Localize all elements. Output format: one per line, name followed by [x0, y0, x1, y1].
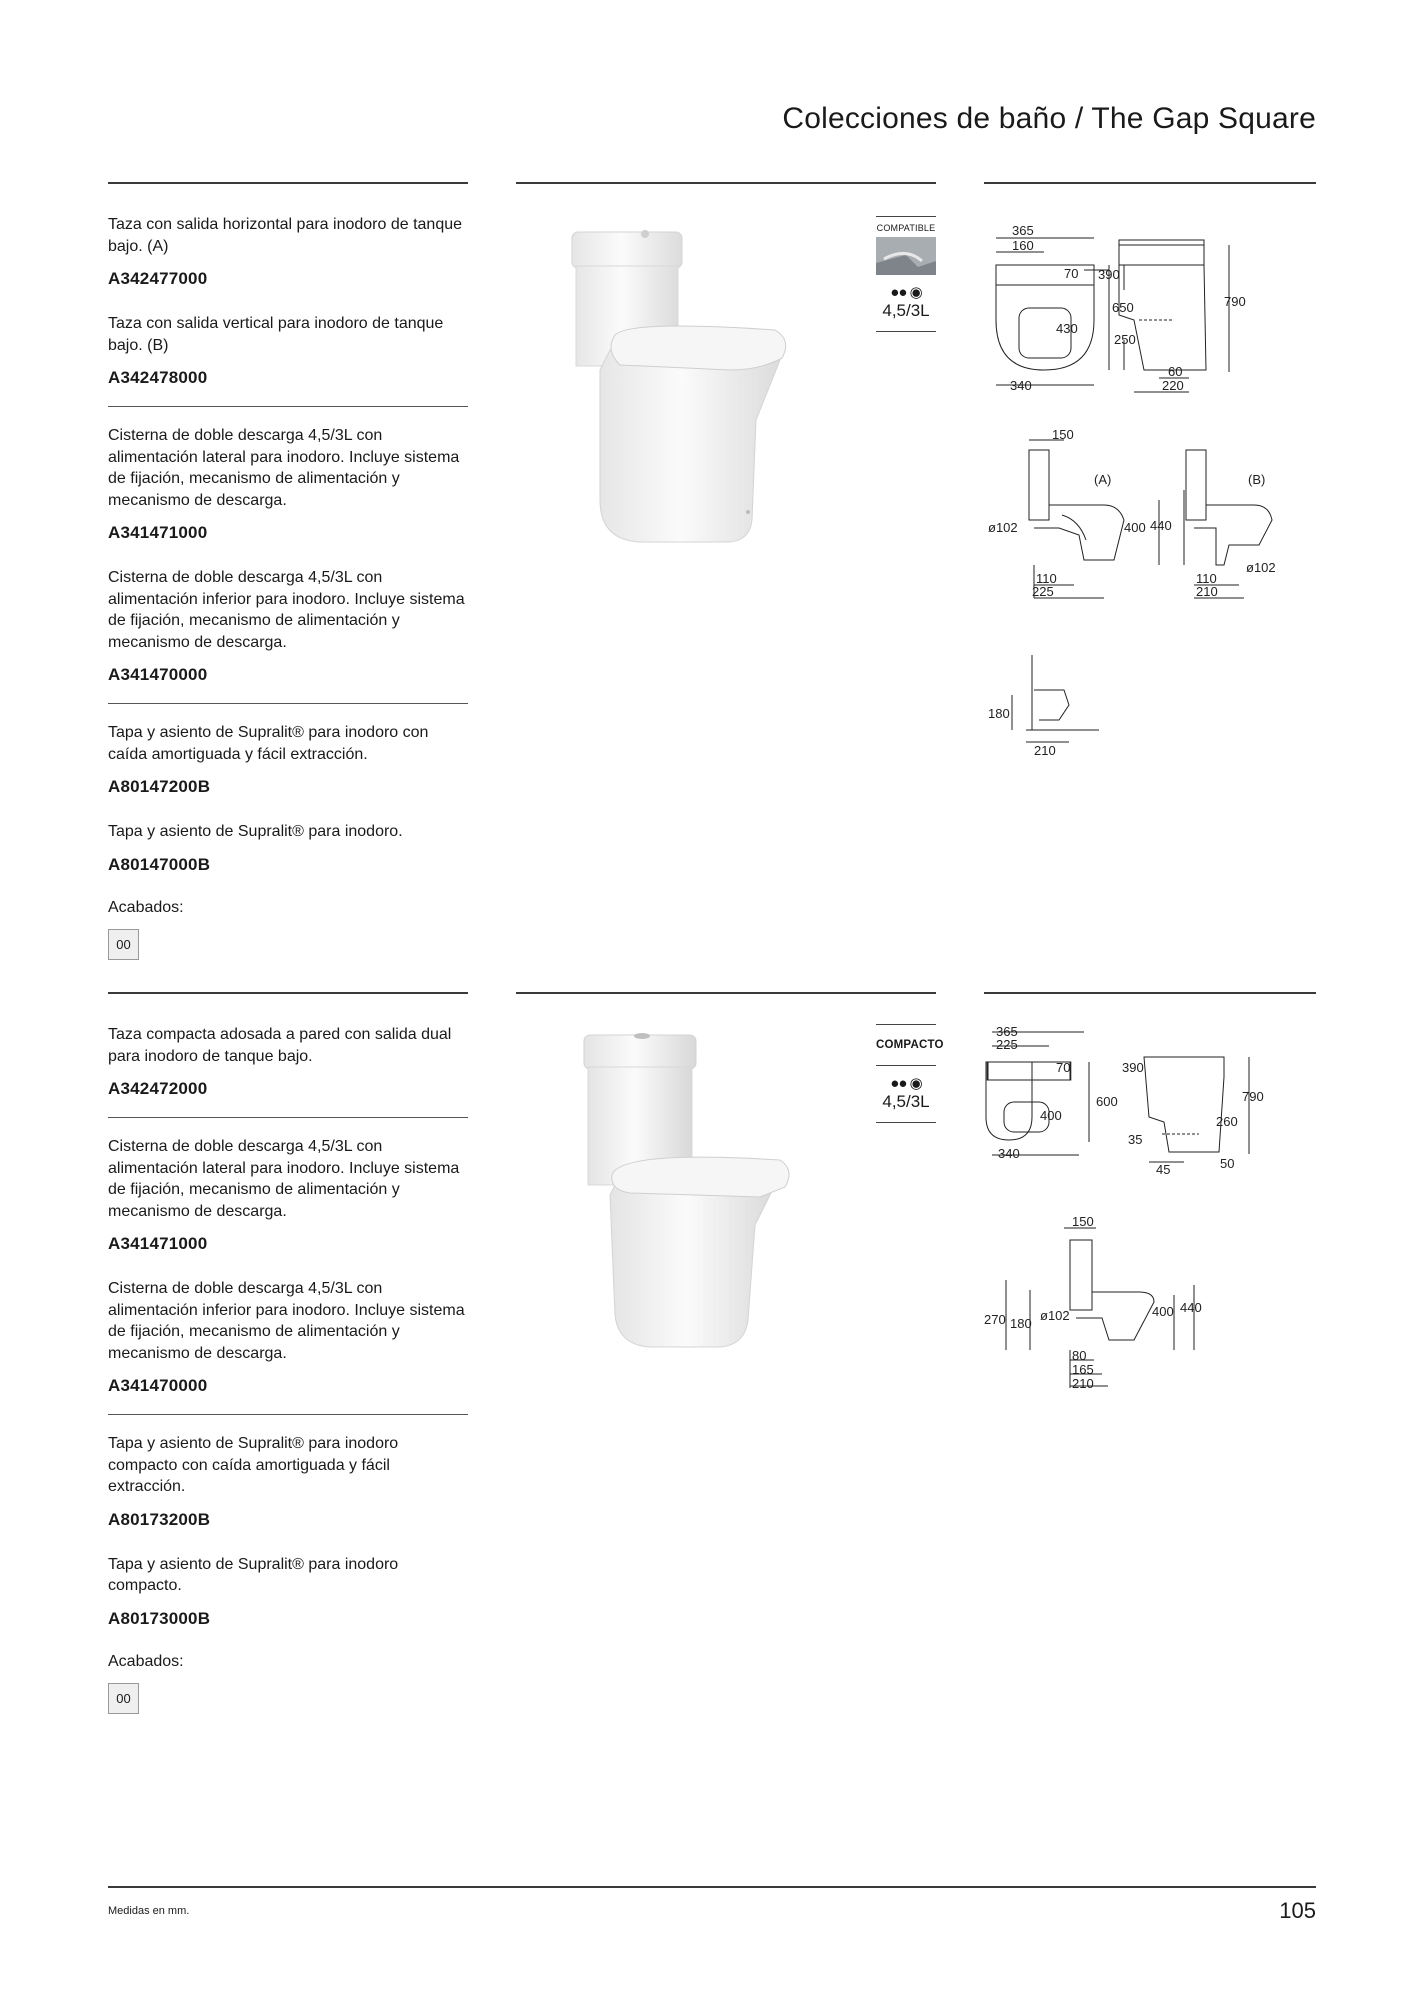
badge-label: COMPACTO: [876, 1039, 944, 1051]
product-item: [108, 214, 468, 289]
dual-flush-icon: ●● ◉: [890, 1075, 922, 1092]
product-code: A80147000B: [108, 854, 211, 874]
product-code: A341471000: [108, 1234, 208, 1253]
finish-swatch: 00: [108, 1683, 139, 1714]
product-code: A342478000: [108, 368, 208, 387]
dim-label: 210: [1196, 584, 1218, 599]
dim-label: 60: [1168, 364, 1183, 379]
dim-label: 365: [1012, 223, 1034, 238]
dim-label: 180: [1010, 1316, 1032, 1331]
dim-label: 50: [1220, 1156, 1235, 1171]
product-item: [108, 1024, 468, 1099]
section2-group-seats: [108, 1415, 468, 1732]
dim-label: 80: [1072, 1348, 1087, 1363]
product-description: Cisterna de doble descarga 4,5/3L con alimentación lateral para inodoro. Incluye sistema de fijación, mecanismo de alimentación y mecanismo de descarga.: [108, 427, 460, 509]
dim-label: (A): [1094, 472, 1112, 487]
section2-rule-left: [108, 992, 468, 994]
dim-label: 400: [1040, 1108, 1062, 1123]
dim-label: 220: [1162, 378, 1184, 393]
toilet-product-image: [560, 220, 810, 550]
section1-group-seats: [108, 704, 468, 978]
product-item: [108, 1136, 468, 1254]
dim-label: 400: [1124, 520, 1146, 535]
flush-volume: 4,5/3L: [882, 301, 930, 320]
flush-volume: 4,5/3L: [882, 1092, 930, 1111]
section2-text-column: [108, 1006, 468, 1732]
footer-rule: [108, 1886, 1316, 1888]
badge-label: COMPATIBLE: [876, 223, 936, 233]
product-description: Cisterna de doble descarga 4,5/3L con alimentación lateral para inodoro. Incluye sistema de fijación, mecanismo de alimentación y mecanismo de descarga.: [108, 1138, 460, 1220]
section1-text-column: [108, 196, 468, 978]
dim-label: ø102: [1040, 1308, 1070, 1323]
product-description: Tapa y asiento de Supralit® para inodoro compacto.: [108, 1555, 399, 1594]
section1-rule-middle: [516, 182, 936, 184]
page-number: 105: [1279, 1898, 1316, 1923]
compact-badge: [876, 1024, 944, 1123]
dim-label: 390: [1122, 1060, 1144, 1075]
dim-label: 790: [1224, 294, 1246, 309]
product-description: Tapa y asiento de Supralit® para inodoro con caída amortiguada y fácil extracción.: [108, 724, 429, 763]
toilet-compact-product-image: [570, 1025, 810, 1355]
dim-label: ø102: [1246, 560, 1276, 575]
section2-group-bowls: [108, 1006, 468, 1118]
dim-label: 790: [1242, 1089, 1264, 1104]
product-code: A341470000: [108, 1376, 208, 1395]
dim-label: 440: [1150, 518, 1172, 533]
product-code: A80173000B: [108, 1608, 211, 1628]
dim-label: 110: [1196, 571, 1217, 586]
dim-label: 210: [1072, 1376, 1094, 1391]
dim-label: 180: [988, 706, 1010, 721]
product-item: [108, 821, 468, 875]
product-code: A341470000: [108, 665, 208, 684]
product-code: A80173200B: [108, 1509, 211, 1529]
dim-label: 650: [1112, 300, 1134, 315]
dim-label: (B): [1248, 472, 1266, 487]
section1-rule-right: [984, 182, 1316, 184]
dim-label: 440: [1180, 1300, 1202, 1315]
dim-label: 365: [996, 1024, 1018, 1039]
section2-dimension-diagram-top: [984, 1022, 1314, 1182]
badge-bottom-rule: [876, 1122, 936, 1123]
dim-label: 110: [1036, 571, 1057, 586]
product-description: Cisterna de doble descarga 4,5/3L con alimentación inferior para inodoro. Incluye sistema de fijación, mecanismo de alimentación y mecanismo de descarga.: [108, 569, 465, 651]
product-description: Tapa y asiento de Supralit® para inodoro.: [108, 823, 403, 840]
dim-label: 390: [1098, 267, 1120, 282]
finishes-label: Acabados:: [108, 1652, 184, 1670]
dual-flush-icon: ●● ◉: [890, 284, 922, 301]
section1-dimension-diagram-top: [984, 220, 1314, 400]
dim-label: 270: [984, 1312, 1006, 1327]
dim-label: 150: [1052, 427, 1074, 442]
dim-label: 260: [1216, 1114, 1238, 1129]
product-item: [108, 567, 468, 685]
dim-label: 70: [1064, 266, 1079, 281]
section2-rule-middle: [516, 992, 936, 994]
dim-label: ø102: [988, 520, 1018, 535]
dim-label: 45: [1156, 1162, 1171, 1177]
page-title: Colecciones de baño / The Gap Square: [782, 102, 1316, 135]
compatible-product-icon: [876, 237, 936, 275]
section2-rule-right: [984, 992, 1316, 994]
section1-group-bowls: [108, 196, 468, 407]
dim-label: 210: [1034, 743, 1056, 758]
product-item: [108, 1278, 468, 1396]
dim-label: 35: [1128, 1132, 1143, 1147]
product-description: Cisterna de doble descarga 4,5/3L con alimentación inferior para inodoro. Incluye sistema de fijación, mecanismo de alimentación y mecanismo de descarga.: [108, 1280, 465, 1362]
product-code: A342477000: [108, 269, 208, 288]
dim-label: 430: [1056, 321, 1078, 336]
footer-note: Medidas en mm.: [108, 1905, 190, 1917]
finishes-label: Acabados:: [108, 898, 184, 916]
dim-label: 160: [1012, 238, 1034, 253]
product-description: Taza con salida horizontal para inodoro de tanque bajo. (A): [108, 216, 463, 255]
dim-label: 225: [996, 1037, 1018, 1052]
section2-group-cisterns: [108, 1118, 468, 1415]
section2-dimension-diagram-side: [984, 1210, 1234, 1400]
dim-label: 165: [1072, 1362, 1094, 1377]
product-code: A80147200B: [108, 777, 211, 796]
dim-label: 70: [1056, 1060, 1071, 1075]
finish-swatch: 00: [108, 929, 139, 960]
product-description: Taza compacta adosada a pared con salida dual para inodoro de tanque bajo.: [108, 1026, 452, 1065]
product-code: A341471000: [108, 523, 208, 542]
dim-label: 225: [1032, 584, 1054, 599]
section1-group-cisterns: [108, 407, 468, 704]
dim-label: 400: [1152, 1304, 1174, 1319]
dim-label: 250: [1114, 332, 1136, 347]
dim-label: 340: [1010, 378, 1032, 393]
product-item: [108, 722, 468, 797]
badge-bottom-rule: [876, 331, 936, 332]
section1-dimension-diagram-side: [984, 420, 1314, 615]
dim-label: 600: [1096, 1094, 1118, 1109]
section1-rule-left: [108, 182, 468, 184]
badge-middle-rule: [876, 1065, 936, 1066]
dim-label: 340: [998, 1146, 1020, 1161]
compatible-badge: [876, 216, 936, 332]
product-item: [108, 1554, 468, 1629]
product-description: Tapa y asiento de Supralit® para inodoro compacto con caída amortiguada y fácil extracción.: [108, 1435, 399, 1495]
product-item: [108, 313, 468, 388]
product-item: [108, 1433, 468, 1530]
dim-label: 150: [1072, 1214, 1094, 1229]
section1-dimension-diagram-wall: [984, 650, 1104, 760]
product-code: A342472000: [108, 1079, 208, 1098]
product-item: [108, 425, 468, 543]
product-description: Taza con salida vertical para inodoro de tanque bajo. (B): [108, 315, 444, 354]
